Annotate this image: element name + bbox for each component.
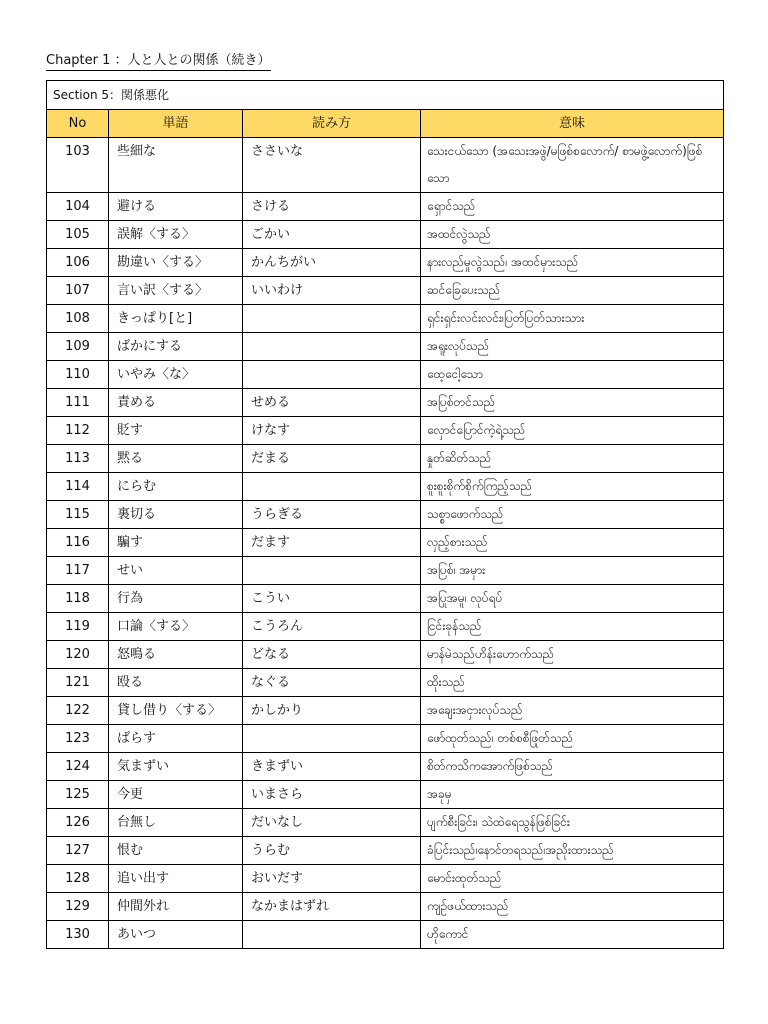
cell-word: きっぱり[と] xyxy=(109,305,243,333)
cell-word: 勘違い〈する〉 xyxy=(109,249,243,277)
table-row xyxy=(47,501,724,529)
table-row xyxy=(47,837,724,865)
cell-meaning: ဟိုကောင် xyxy=(421,921,724,949)
cell-word: ばかにする xyxy=(109,333,243,361)
cell-reading: どなる xyxy=(243,641,421,669)
cell-meaning: လှည့်စားသည် xyxy=(421,529,724,557)
cell-word: 裏切る xyxy=(109,501,243,529)
table-row xyxy=(47,249,724,277)
cell-no: 115 xyxy=(47,501,109,529)
cell-meaning: သေးငယ်သော (အသေးအဖွဲ/မဖြစ်စလောက်/ စာမဖွဲ့လောက်)ဖြစ်သော xyxy=(421,138,724,193)
table-row xyxy=(47,333,724,361)
cell-no: 104 xyxy=(47,193,109,221)
cell-word: 貶す xyxy=(109,417,243,445)
cell-word: 責める xyxy=(109,389,243,417)
cell-no: 112 xyxy=(47,417,109,445)
cell-word: いやみ〈な〉 xyxy=(109,361,243,389)
cell-reading: こうろん xyxy=(243,613,421,641)
table-row xyxy=(47,361,724,389)
table-row xyxy=(47,557,724,585)
table-row xyxy=(47,389,724,417)
cell-reading: さける xyxy=(243,193,421,221)
cell-word: にらむ xyxy=(109,473,243,501)
cell-word: 行為 xyxy=(109,585,243,613)
cell-meaning: ဖော်ထုတ်သည်၊ တစ်စစီဖြုတ်သည် xyxy=(421,725,724,753)
cell-reading: ごかい xyxy=(243,221,421,249)
cell-word: 今更 xyxy=(109,781,243,809)
cell-no: 107 xyxy=(47,277,109,305)
cell-word: 言い訳〈する〉 xyxy=(109,277,243,305)
section-row xyxy=(47,81,724,110)
cell-no: 114 xyxy=(47,473,109,501)
cell-word: 口論〈する〉 xyxy=(109,613,243,641)
cell-meaning: အခုမှ xyxy=(421,781,724,809)
cell-reading xyxy=(243,361,421,389)
table-row xyxy=(47,809,724,837)
cell-word: ばらす xyxy=(109,725,243,753)
table-row xyxy=(47,865,724,893)
cell-no: 125 xyxy=(47,781,109,809)
cell-meaning: အပြစ်တင်သည် xyxy=(421,389,724,417)
cell-reading: だいなし xyxy=(243,809,421,837)
cell-reading: かんちがい xyxy=(243,249,421,277)
table-row xyxy=(47,473,724,501)
cell-word: 怒鳴る xyxy=(109,641,243,669)
cell-word: 貸し借り〈する〉 xyxy=(109,697,243,725)
cell-no: 113 xyxy=(47,445,109,473)
cell-meaning: အချေးအငှားလုပ်သည် xyxy=(421,697,724,725)
cell-meaning: မောင်းထုတ်သည် xyxy=(421,865,724,893)
cell-reading xyxy=(243,333,421,361)
cell-reading: うらぎる xyxy=(243,501,421,529)
cell-meaning: ခံပြင်းသည်၊နောင်တရသည်၊အညိုးထားသည် xyxy=(421,837,724,865)
table-row xyxy=(47,193,724,221)
cell-no: 117 xyxy=(47,557,109,585)
cell-reading xyxy=(243,473,421,501)
cell-reading: ささいな xyxy=(243,138,421,193)
cell-no: 118 xyxy=(47,585,109,613)
cell-word: 殴る xyxy=(109,669,243,697)
cell-reading: なぐる xyxy=(243,669,421,697)
table-row xyxy=(47,585,724,613)
cell-meaning: နှုတ်ဆိတ်သည် xyxy=(421,445,724,473)
cell-word: 仲間外れ xyxy=(109,893,243,921)
cell-reading: だます xyxy=(243,529,421,557)
vocabulary-table xyxy=(46,80,724,949)
cell-meaning: အထင်လွဲသည် xyxy=(421,221,724,249)
cell-no: 120 xyxy=(47,641,109,669)
cell-no: 110 xyxy=(47,361,109,389)
cell-no: 111 xyxy=(47,389,109,417)
cell-meaning: ဆင်ခြေပေးသည် xyxy=(421,277,724,305)
cell-no: 126 xyxy=(47,809,109,837)
table-row xyxy=(47,753,724,781)
cell-meaning: စိတ်ကသိကအောက်ဖြစ်သည် xyxy=(421,753,724,781)
cell-reading: けなす xyxy=(243,417,421,445)
cell-meaning: မာန်မဲသည်ဟိန်းဟောက်သည် xyxy=(421,641,724,669)
cell-word: 些細な xyxy=(109,138,243,193)
cell-no: 122 xyxy=(47,697,109,725)
cell-meaning: နားလည်မှုလွဲသည်၊ အထင်မှားသည် xyxy=(421,249,724,277)
cell-no: 129 xyxy=(47,893,109,921)
cell-meaning: ကျဉ်ဖယ်ထားသည် xyxy=(421,893,724,921)
cell-reading xyxy=(243,921,421,949)
cell-no: 105 xyxy=(47,221,109,249)
cell-reading xyxy=(243,305,421,333)
cell-no: 128 xyxy=(47,865,109,893)
table-row xyxy=(47,305,724,333)
cell-reading: おいだす xyxy=(243,865,421,893)
cell-meaning: သစ္စာဖောက်သည် xyxy=(421,501,724,529)
cell-word: 追い出す xyxy=(109,865,243,893)
column-header-word: 単語 xyxy=(109,110,243,138)
cell-meaning: ထိုးသည် xyxy=(421,669,724,697)
cell-meaning: ငြင်းခုန်သည် xyxy=(421,613,724,641)
cell-reading: きまずい xyxy=(243,753,421,781)
cell-word: あいつ xyxy=(109,921,243,949)
cell-meaning: ရှင်းရှင်းလင်းလင်း၊ပြတ်ပြတ်သားသား xyxy=(421,305,724,333)
table-row xyxy=(47,697,724,725)
table-row xyxy=(47,613,724,641)
column-header-meaning: 意味 xyxy=(421,110,724,138)
cell-word: 避ける xyxy=(109,193,243,221)
cell-reading: こうい xyxy=(243,585,421,613)
cell-word: せい xyxy=(109,557,243,585)
table-row xyxy=(47,221,724,249)
cell-reading: いいわけ xyxy=(243,277,421,305)
cell-reading: せめる xyxy=(243,389,421,417)
cell-meaning: ထေ့ငေါ့သော xyxy=(421,361,724,389)
cell-word: 騙す xyxy=(109,529,243,557)
cell-word: 恨む xyxy=(109,837,243,865)
table-row xyxy=(47,277,724,305)
cell-meaning: လှောင်ပြောင်ကဲ့ရဲ့သည် xyxy=(421,417,724,445)
cell-no: 103 xyxy=(47,138,109,193)
cell-reading: かしかり xyxy=(243,697,421,725)
cell-word: 台無し xyxy=(109,809,243,837)
cell-reading: うらむ xyxy=(243,837,421,865)
table-row xyxy=(47,669,724,697)
cell-word: 誤解〈する〉 xyxy=(109,221,243,249)
cell-reading xyxy=(243,557,421,585)
cell-no: 123 xyxy=(47,725,109,753)
table-row xyxy=(47,445,724,473)
cell-no: 106 xyxy=(47,249,109,277)
table-row xyxy=(47,641,724,669)
cell-no: 109 xyxy=(47,333,109,361)
cell-no: 124 xyxy=(47,753,109,781)
table-row xyxy=(47,138,724,193)
cell-meaning: အရူးလုပ်သည် xyxy=(421,333,724,361)
cell-no: 119 xyxy=(47,613,109,641)
table-row xyxy=(47,417,724,445)
cell-no: 108 xyxy=(47,305,109,333)
table-row xyxy=(47,725,724,753)
cell-meaning: အပြုအမူ၊ လုပ်ရပ် xyxy=(421,585,724,613)
table-row xyxy=(47,529,724,557)
table-row xyxy=(47,781,724,809)
header-row xyxy=(47,110,724,138)
cell-no: 121 xyxy=(47,669,109,697)
cell-word: 黙る xyxy=(109,445,243,473)
table-row xyxy=(47,893,724,921)
table-row xyxy=(47,921,724,949)
cell-meaning: ရှောင်သည် xyxy=(421,193,724,221)
column-header-reading: 読み方 xyxy=(243,110,421,138)
cell-word: 気まずい xyxy=(109,753,243,781)
cell-reading: いまさら xyxy=(243,781,421,809)
cell-no: 116 xyxy=(47,529,109,557)
cell-reading xyxy=(243,725,421,753)
cell-reading: なかまはずれ xyxy=(243,893,421,921)
cell-meaning: စူးစူးစိုက်စိုက်ကြည့်သည် xyxy=(421,473,724,501)
column-header-no: No xyxy=(47,110,109,138)
section-title: Section 5：関係悪化 xyxy=(47,81,724,110)
cell-reading: だまる xyxy=(243,445,421,473)
cell-no: 130 xyxy=(47,921,109,949)
cell-meaning: ပျက်စီးခြင်း၊ သဲထဲရေသွန်ဖြစ်ခြင်း xyxy=(421,809,724,837)
cell-meaning: အပြစ်၊ အမှား xyxy=(421,557,724,585)
cell-no: 127 xyxy=(47,837,109,865)
chapter-title: Chapter 1 ：人と人との関係（続き） xyxy=(46,52,271,71)
